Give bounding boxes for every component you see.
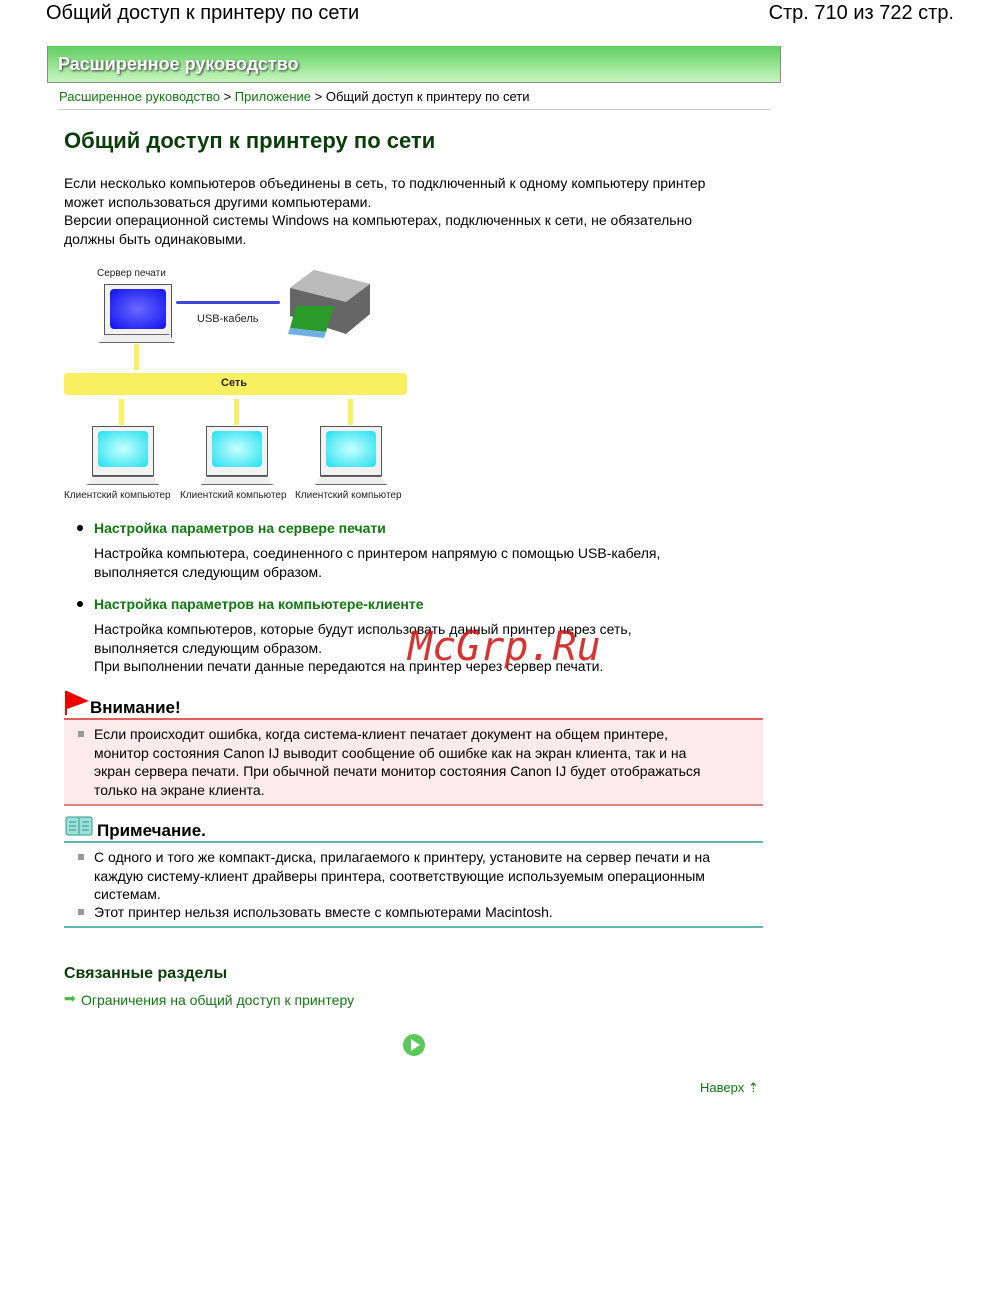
- watermark: McGrp.Ru: [408, 624, 601, 670]
- client-network-link: [234, 399, 239, 425]
- breadcrumb-current: Общий доступ к принтеру по сети: [325, 89, 530, 104]
- client-settings-link[interactable]: Настройка параметров на компьютере-клиенте: [94, 596, 424, 612]
- text-line: монитор состояния Canon IJ выводит сообщение об ошибке как на экран клиента, так и на: [94, 744, 687, 761]
- banner-title: Расширенное руководство: [58, 54, 299, 74]
- bullet: [77, 601, 83, 607]
- text-line: Настройка компьютеров, которые будут использовать данный принтер через сеть,: [94, 621, 632, 637]
- intro-line: Версии операционной системы Windows на компьютерах, подключенных к сети, не обязательно: [64, 212, 693, 228]
- network-label: Сеть: [221, 377, 248, 389]
- related-link[interactable]: Ограничения на общий доступ к принтеру: [81, 992, 355, 1008]
- text-line: С одного и того же компакт-диска, прилагаемого к принтеру, установите на сервер печати и на: [94, 849, 711, 865]
- divider: [64, 841, 763, 843]
- note-book-icon: [65, 816, 93, 836]
- keyboard-icon: [99, 334, 175, 343]
- keyboard-icon: [201, 476, 273, 485]
- text-line: системам.: [94, 886, 161, 902]
- keyboard-icon: [315, 476, 387, 485]
- divider: [64, 926, 763, 928]
- divider: [58, 109, 770, 110]
- server-settings-text: [94, 544, 660, 581]
- breadcrumb-separator: >: [314, 89, 323, 104]
- server-network-link: [134, 344, 139, 370]
- bullet: [78, 909, 84, 915]
- text-line: При выполнении печати данные передаются на принтер через сервер печати.: [94, 658, 604, 674]
- caution-text: [94, 725, 700, 799]
- client-computer-icon: [320, 426, 382, 476]
- breadcrumb-link-appendix[interactable]: Приложение: [234, 89, 312, 104]
- keyboard-icon: [87, 476, 159, 485]
- client-label: Клиентский компьютер: [180, 490, 287, 501]
- caution-flag-icon: [65, 691, 89, 715]
- server-label: Сервер печати: [97, 268, 166, 279]
- page-number: Стр. 710 из 722 стр.: [768, 2, 954, 24]
- bullet: [78, 731, 84, 737]
- usb-cable-line: [176, 301, 280, 304]
- page-header-title: Общий доступ к принтеру по сети: [46, 2, 360, 24]
- intro-line: Если несколько компьютеров объединены в сеть, то подключенный к одному компьютеру принтер: [64, 175, 706, 191]
- intro-text: [64, 174, 705, 248]
- breadcrumb-link-manual[interactable]: Расширенное руководство: [59, 89, 220, 104]
- next-page-button[interactable]: [402, 1033, 426, 1057]
- page-title: Общий доступ к принтеру по сети: [64, 128, 436, 153]
- intro-line: может использоваться другими компьютерами.: [64, 193, 372, 210]
- client-computer-icon: [92, 426, 154, 476]
- client-label: Клиентский компьютер: [295, 490, 402, 501]
- text-line: экран сервера печати. При обычной печати монитор состояния Canon IJ будет отображаться: [94, 763, 701, 779]
- back-to-top-label: Наверх: [700, 1080, 745, 1095]
- client-network-link: [348, 399, 353, 425]
- bullet: [77, 525, 83, 531]
- text-line: Если происходит ошибка, когда система-клиент печатает документ на общем принтере,: [94, 726, 669, 742]
- note-text: Этот принтер нельзя использовать вместе с компьютерами Macintosh.: [94, 904, 553, 920]
- breadcrumb-separator: >: [223, 89, 232, 104]
- server-settings-link[interactable]: Настройка параметров на сервере печати: [94, 520, 386, 536]
- usb-label: USB-кабель: [197, 313, 259, 325]
- related-title: Связанные разделы: [64, 965, 228, 982]
- printer-icon: [286, 266, 372, 340]
- client-network-link: [119, 399, 124, 425]
- intro-line: должны быть одинаковыми.: [64, 230, 247, 247]
- note-title: Примечание.: [97, 821, 206, 840]
- breadcrumb: [59, 89, 529, 104]
- caution-title: Внимание!: [90, 698, 181, 717]
- arrow-right-icon: ➡: [64, 990, 76, 1006]
- text-line: Настройка компьютера, соединенного с принтером напрямую с помощью USB-кабеля,: [94, 545, 661, 561]
- text-line: только на экране клиента.: [94, 781, 265, 798]
- client-label: Клиентский компьютер: [64, 490, 171, 501]
- arrow-up-icon: ⇡: [747, 1080, 759, 1095]
- text-line: каждую систему-клиент драйверы принтера, соответствующие используемым операционным: [94, 867, 705, 884]
- note-text: [94, 848, 710, 904]
- bullet: [78, 854, 84, 860]
- back-to-top-link[interactable]: [700, 1080, 759, 1096]
- server-computer-icon: [104, 284, 172, 338]
- text-line: выполняется следующим образом.: [94, 639, 323, 656]
- text-line: выполняется следующим образом.: [94, 563, 323, 580]
- client-computer-icon: [206, 426, 268, 476]
- manual-banner: [47, 46, 781, 83]
